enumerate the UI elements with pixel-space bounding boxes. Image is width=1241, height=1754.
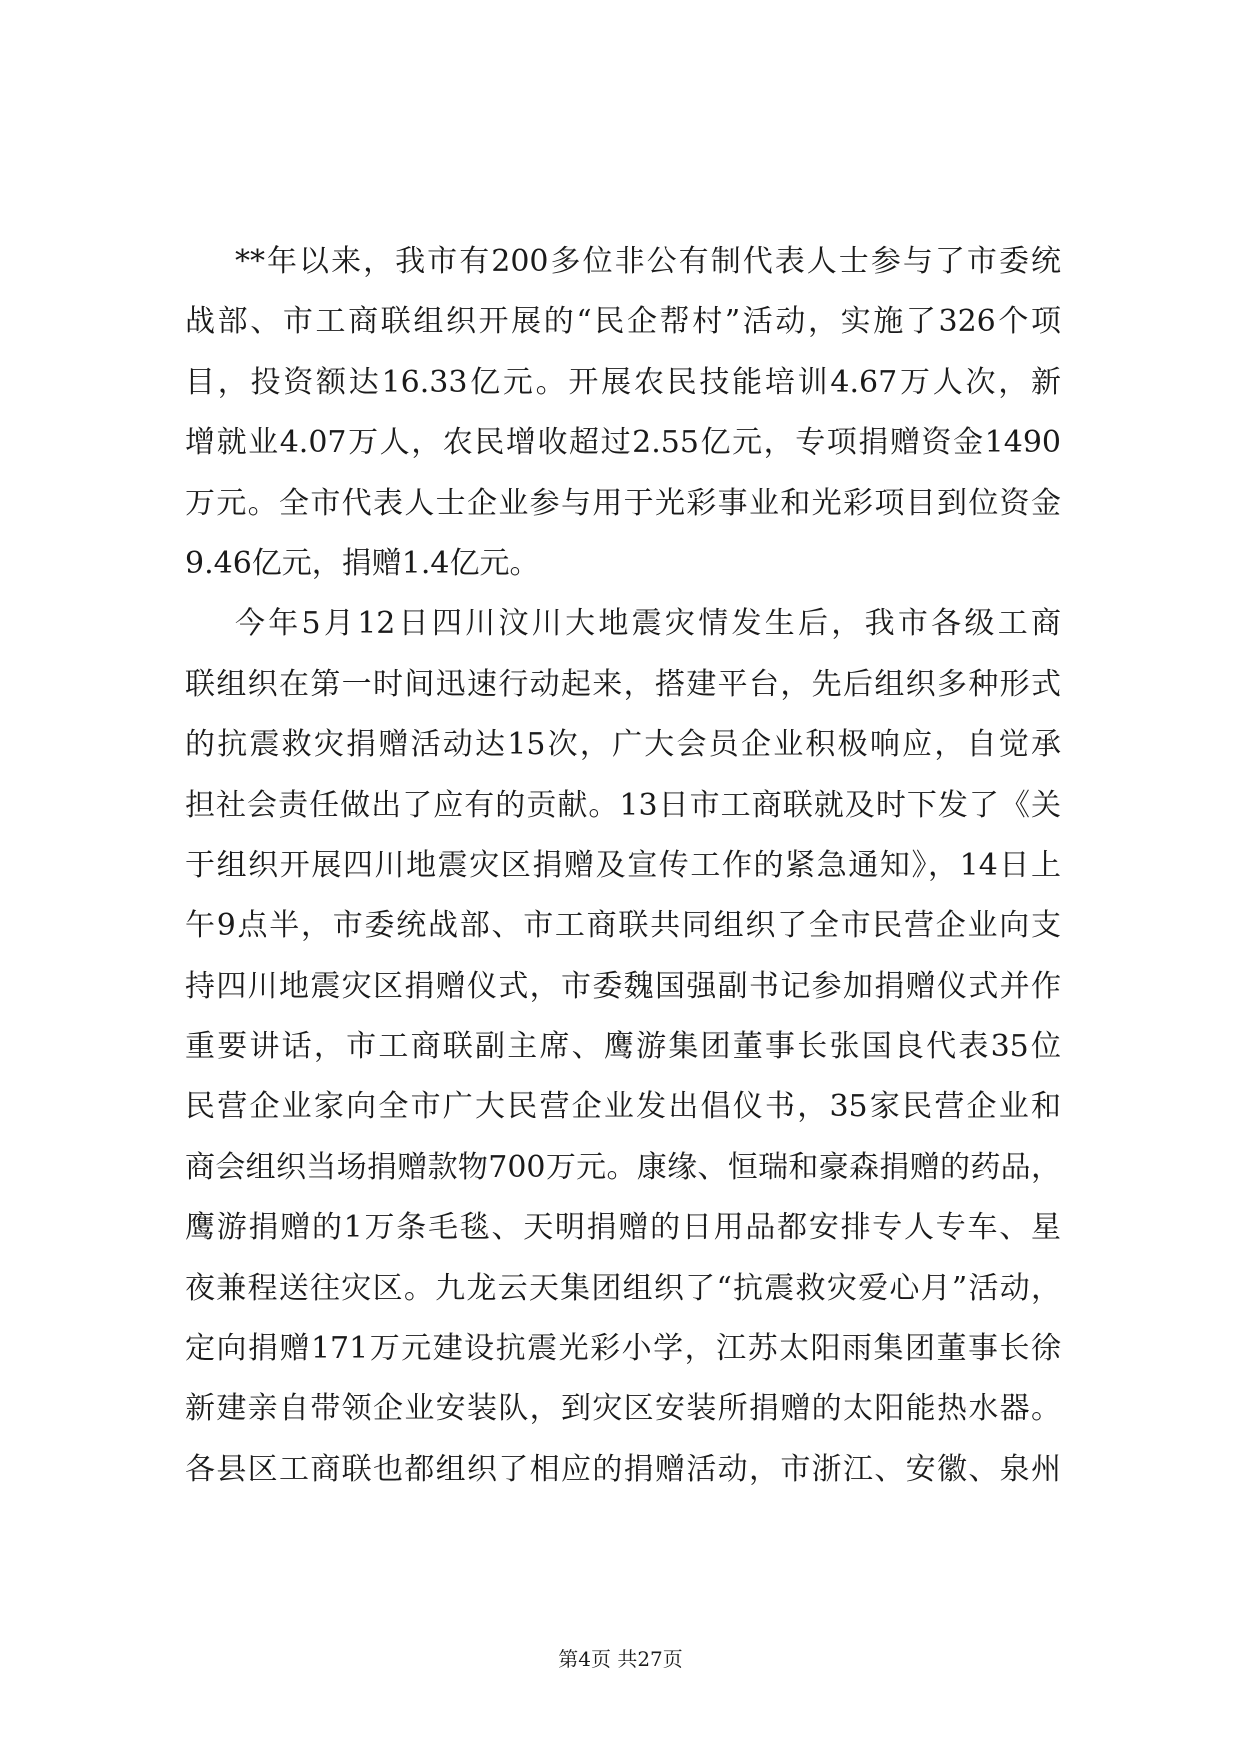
body-text bbox=[185, 232, 1061, 1500]
paragraph-1-line-3: 目，投资额达16.33亿元。开展农民技能培训4.67万人次，新 bbox=[185, 364, 1061, 400]
paragraph-2-line-13: 定向捐赠171万元建设抗震光彩小学，江苏太阳雨集团董事长徐 bbox=[185, 1331, 1061, 1367]
paragraph-2-line-9: 民营企业家向全市广大民营企业发出倡仪书，35家民营企业和 bbox=[185, 1089, 1061, 1125]
paragraph-2-line-14: 新建亲自带领企业安装队，到灾区安装所捐赠的太阳能热水器。 bbox=[185, 1391, 1061, 1427]
paragraph-1-line-4: 增就业4.07万人，农民增收超过2.55亿元，专项捐赠资金1490 bbox=[185, 425, 1061, 461]
paragraph-1-line-1: **年以来，我市有200多位非公有制代表人士参与了市委统 bbox=[235, 244, 1061, 279]
paragraph-1-line-6: 9.46亿元，捐赠1.4亿元。 bbox=[185, 545, 540, 581]
paragraph-2-line-10: 商会组织当场捐赠款物700万元。康缘、恒瑞和豪森捐赠的药品， bbox=[185, 1149, 1061, 1185]
paragraph-2-line-3: 的抗震救灾捐赠活动达15次，广大会员企业积极响应，自觉承 bbox=[185, 727, 1061, 763]
page-number-footer: 第4页 共27页 bbox=[558, 1647, 683, 1671]
paragraph-2-line-7: 持四川地震灾区捐赠仪式，市委魏国强副书记参加捐赠仪式并作 bbox=[185, 968, 1061, 1004]
paragraph-2-line-8: 重要讲话，市工商联副主席、鹰游集团董事长张国良代表35位 bbox=[185, 1029, 1061, 1065]
paragraph-2-line-15: 各县区工商联也都组织了相应的捐赠活动，市浙江、安徽、泉州 bbox=[185, 1451, 1061, 1487]
paragraph-1-line-5: 万元。全市代表人士企业参与用于光彩事业和光彩项目到位资金 bbox=[185, 485, 1061, 521]
paragraph-2-line-4: 担社会责任做出了应有的贡献。13日市工商联就及时下发了《关 bbox=[185, 787, 1061, 823]
paragraph-2-line-11: 鹰游捐赠的1万条毛毯、天明捐赠的日用品都安排专人专车、星 bbox=[185, 1210, 1061, 1246]
paragraph-1-line-2: 战部、市工商联组织开展的“民企帮村”活动，实施了326个项 bbox=[185, 304, 1061, 340]
paragraph-2-line-5: 于组织开展四川地震灾区捐赠及宣传工作的紧急通知》，14日上 bbox=[185, 847, 1061, 883]
paragraph-2-line-12: 夜兼程送往灾区。九龙云天集团组织了“抗震救灾爱心月”活动， bbox=[185, 1270, 1061, 1306]
paragraph-2-line-1: 今年5月12日四川汶川大地震灾情发生后，我市各级工商 bbox=[235, 606, 1061, 642]
paragraph-2-line-2: 联组织在第一时间迅速行动起来，搭建平台，先后组织多种形式 bbox=[185, 666, 1061, 702]
paragraph-2-line-6: 午9点半，市委统战部、市工商联共同组织了全市民营企业向支 bbox=[185, 908, 1061, 944]
